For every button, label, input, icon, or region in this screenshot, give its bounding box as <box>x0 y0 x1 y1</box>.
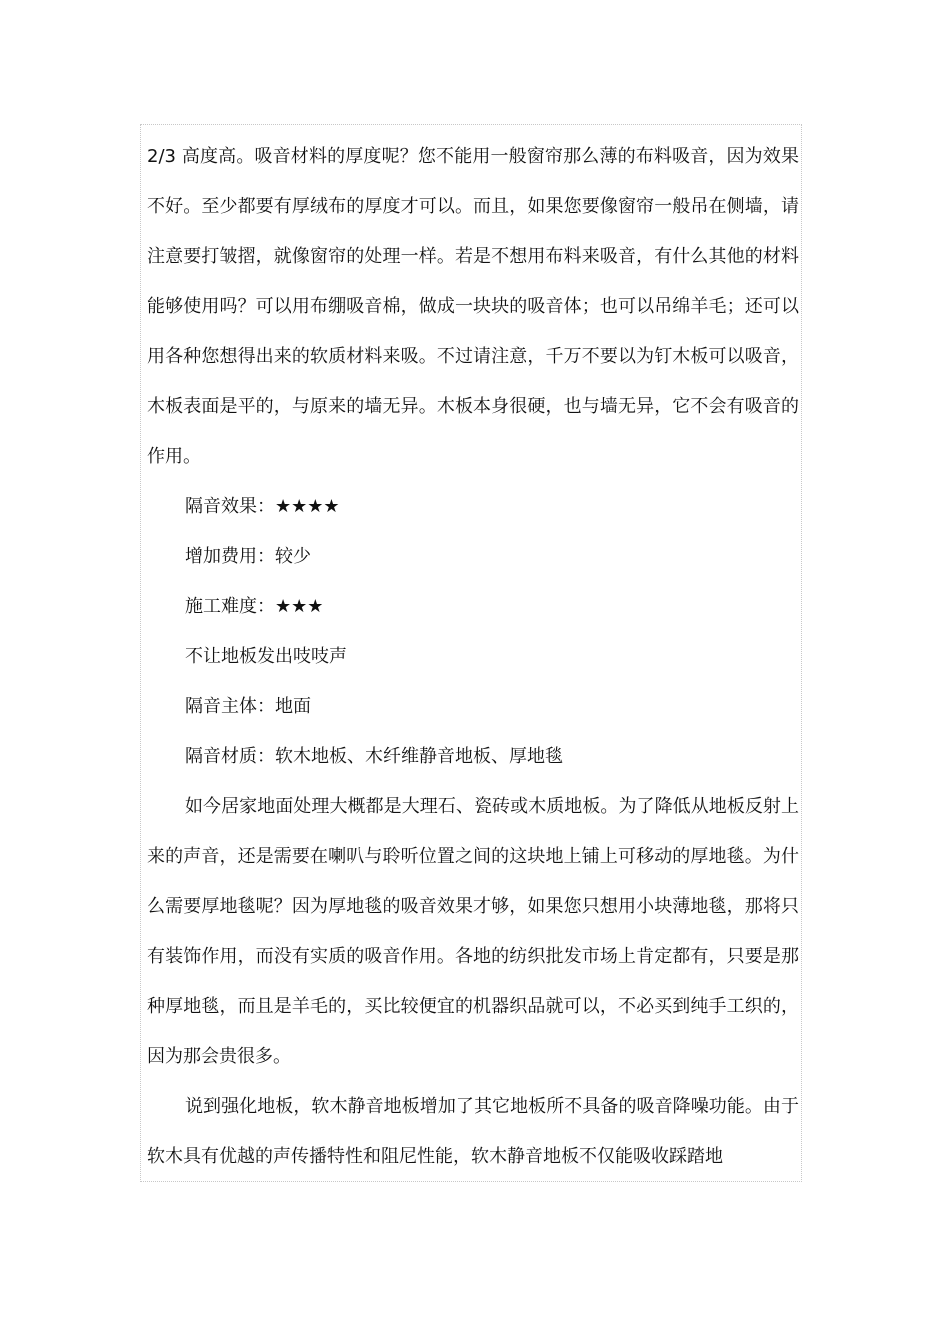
insulation-subject: 隔音主体：地面 <box>185 696 311 717</box>
rating-added-cost: 增加费用：较少 <box>185 546 311 567</box>
rating-sound-insulation-effect: 隔音效果：★★★★ <box>185 496 340 517</box>
paragraph-cork-flooring: 说到强化地板，软木静音地板增加了其它地板所不具备的吸音降噪功能。由于软木具有优越的声传播特性和阻尼性能，软木静音地板不仅能吸收踩踏地 <box>147 1096 799 1167</box>
paragraph-thick-carpet: 如今居家地面处理大概都是大理石、瓷砖或木质地板。为了降低从地板反射上来的声音，还是需要在喇叭与聆听位置之间的这块地上铺上可移动的厚地毯。为什么需要厚地毯呢？因为厚地毯的吸音效果才够，如果您只想用小块薄地毯，那将只有装饰作用，而没有实质的吸音作用。各地的纺织批发市场上肯定都有，只要是那种厚地毯，而且是羊毛的，买比较便宜的机器织品就可以，不必买到纯手工织的，因为那会贵很多。 <box>147 796 799 1067</box>
insulation-materials: 隔音材质：软木地板、木纤维静音地板、厚地毯 <box>185 746 563 767</box>
paragraph-sound-absorbing-materials: 2/3 高度高。吸音材料的厚度呢？您不能用一般窗帘那么薄的布料吸音，因为效果不好。至少都要有厚绒布的厚度才可以。而且，如果您要像窗帘一般吊在侧墙，请注意要打皱摺，就像窗帘的处理一样。若是不想用布料来吸音，有什么其他的材料能够使用吗？可以用布绷吸音棉，做成一块块的吸音体；也可以吊绵羊毛；还可以用各种您想得出来的软质材料来吸。不过请注意，千万不要以为钉木板可以吸音，木板表面是平的，与原来的墙无异。木板本身很硬，也与墙无异，它不会有吸音的作用。 <box>147 146 799 467</box>
rating-construction-difficulty: 施工难度：★★★ <box>185 596 324 617</box>
document-body <box>147 132 799 1182</box>
section-heading-floor: 不让地板发出吱吱声 <box>185 646 347 667</box>
